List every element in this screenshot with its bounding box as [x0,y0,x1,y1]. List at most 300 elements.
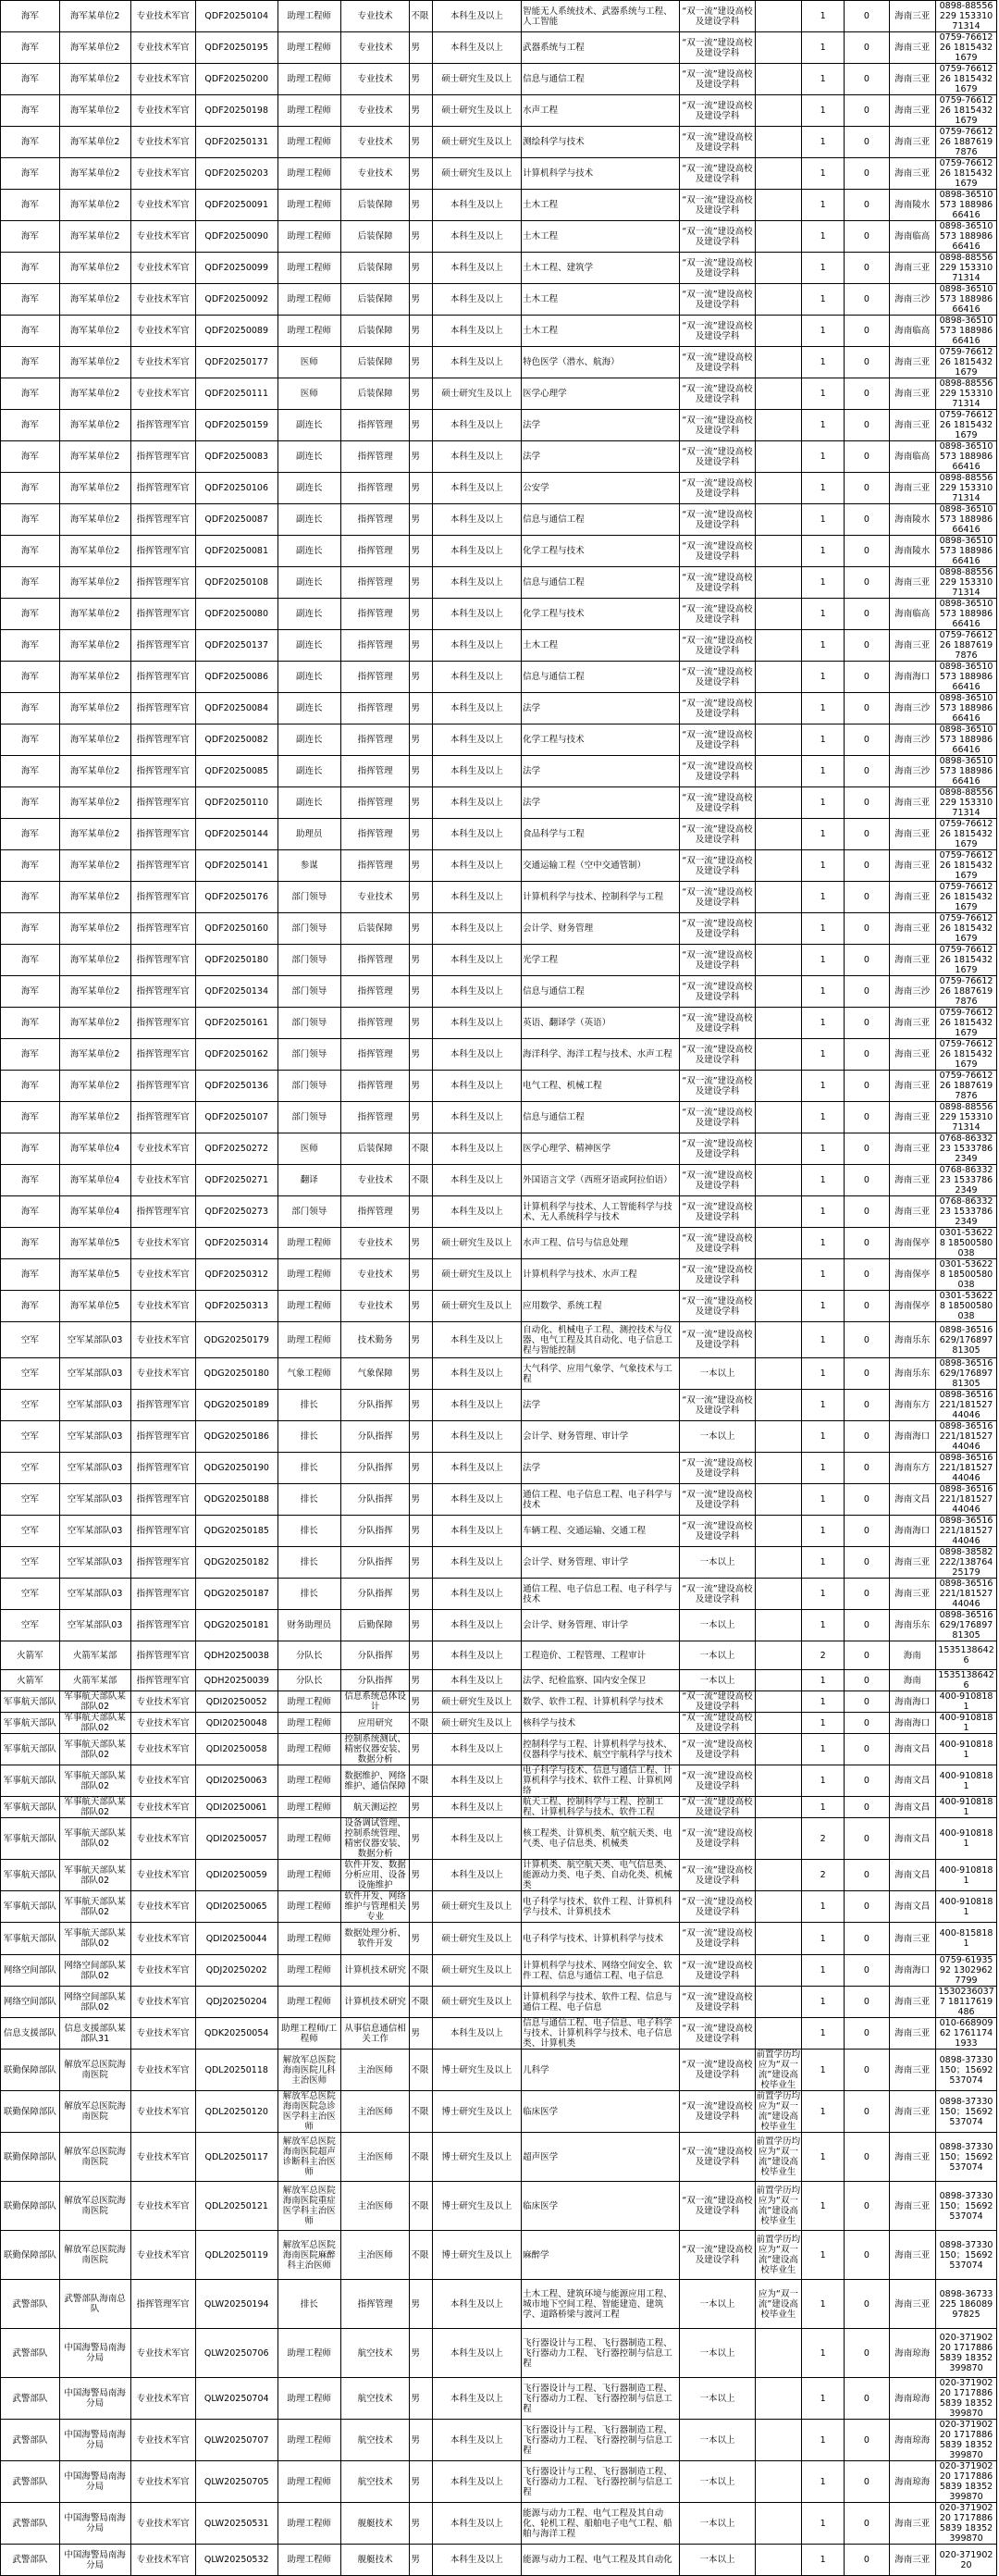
cell-school-requirement: “双一流”建设高校及建设学科 [680,1579,755,1610]
cell-contact: 15351386426 [936,1641,997,1670]
cell-contact: 0898-88556229 15331071314 [936,1,997,32]
cell-count: 1 [802,2329,845,2378]
cell-note [755,1,802,32]
table-row [1,2545,997,2576]
cell-location: 海南临高 [889,316,936,347]
table-row [1,127,997,158]
cell-contact: 0898-36510573 18898666416 [936,693,997,724]
cell-officer-type: 专业技术军官 [130,2050,195,2091]
cell-gender: 男 [410,724,432,756]
cell-gender: 男 [410,2461,432,2503]
cell-officer-type: 指挥管理军官 [130,599,195,630]
cell-service: 武警部队 [1,2545,60,2576]
cell-category: 航空技术 [340,2329,410,2378]
cell-contact: 0759-7661226 18154321679 [936,64,997,95]
cell-unit: 海军某单位2 [59,630,130,662]
cell-post: 助理工程师 [278,127,340,158]
cell-gender: 男 [410,819,432,850]
cell-officer-type: 指挥管理军官 [130,536,195,567]
cell-contact: 0759-7661226 18154321679 [936,1008,997,1039]
cell-school-requirement: “双一流”建设高校及建设学科 [680,221,755,253]
cell-gender: 男 [410,1641,432,1670]
cell-officer-type: 专业技术军官 [130,64,195,95]
cell-position-code: QDF20250099 [195,253,278,284]
cell-category: 指挥管理 [340,410,410,441]
cell-education: 本科生及以上 [432,536,522,567]
cell-gender: 男 [410,567,432,599]
cell-officer-type: 指挥管理军官 [130,1484,195,1516]
cell-service: 海军 [1,316,60,347]
table-row [1,32,997,64]
cell-other: 0 [845,2091,889,2133]
table-row [1,756,997,787]
cell-note [755,1008,802,1039]
cell-position-code: QDF20250131 [195,127,278,158]
cell-education: 本科生及以上 [432,819,522,850]
cell-other: 0 [845,347,889,378]
cell-gender: 男 [410,1228,432,1259]
cell-education: 硕士研究生及以上 [432,64,522,95]
cell-school-requirement: 一本以上 [680,2545,755,2576]
cell-unit: 海军某单位2 [59,127,130,158]
cell-count: 2 [802,1818,845,1860]
cell-education: 本科生及以上 [432,567,522,599]
cell-service: 海军 [1,473,60,504]
cell-post: 排长 [278,1453,340,1484]
cell-school-requirement: “双一流”建设高校及建设学科 [680,2133,755,2182]
cell-position-code: QDF20250084 [195,693,278,724]
cell-officer-type: 专业技术军官 [130,378,195,410]
cell-education: 硕士研究生及以上 [432,378,522,410]
cell-major: 土木工程、建筑学 [522,253,680,284]
cell-note [755,1039,802,1071]
cell-position-code: QDL20250120 [195,2091,278,2133]
cell-contact: 0759-7661226 18876197876 [936,1071,997,1102]
cell-position-code: QDF20250136 [195,1071,278,1102]
cell-count: 1 [802,1453,845,1484]
cell-position-code: QDF20250200 [195,64,278,95]
cell-category: 应用研究 [340,1713,410,1734]
cell-school-requirement: “双一流”建设高校及建设学科 [680,32,755,64]
table-row [1,2050,997,2091]
cell-other: 0 [845,127,889,158]
cell-officer-type: 专业技术军官 [130,2182,195,2231]
cell-major: 计算机科学与技术 [522,158,680,190]
cell-post: 医师 [278,347,340,378]
cell-service: 海军 [1,976,60,1008]
cell-major: 飞行器设计与工程、飞行器制造工程、飞行器动力工程、飞行器控制与信息工程 [522,2378,680,2420]
cell-service: 联勤保障部队 [1,2050,60,2091]
cell-contact: 0301-536228 18500580038 [936,1291,997,1322]
cell-count: 1 [802,1670,845,1691]
cell-unit: 空军某部队03 [59,1516,130,1547]
cell-service: 空军 [1,1453,60,1484]
cell-major: 信息与通信工程 [522,662,680,693]
cell-service: 网络空间部队 [1,1955,60,1987]
cell-school-requirement: “双一流”建设高校及建设学科 [680,976,755,1008]
cell-contact: 0898-37330150；15692537074 [936,2050,997,2091]
cell-count: 1 [802,850,845,882]
cell-other: 0 [845,1860,889,1891]
cell-other: 0 [845,1484,889,1516]
table-row [1,1516,997,1547]
cell-unit: 海军某单位2 [59,221,130,253]
cell-note [755,316,802,347]
cell-post: 参谋 [278,850,340,882]
cell-position-code: QLW20250704 [195,2378,278,2420]
cell-note [755,1259,802,1291]
cell-count: 1 [802,1259,845,1291]
cell-education: 硕士研究生及以上 [432,1691,522,1713]
cell-education: 本科生及以上 [432,2545,522,2576]
cell-unit: 空军某部队03 [59,1358,130,1390]
cell-post: 排长 [278,1421,340,1453]
cell-position-code: QLW20250194 [195,2280,278,2329]
cell-unit: 军事航天部队某部队02 [59,1765,130,1797]
cell-count: 1 [802,1071,845,1102]
cell-education: 本科生及以上 [432,2329,522,2378]
cell-contact: 0759-7661226 18876197876 [936,127,997,158]
cell-major: 信息与通信工程、电子信息、电子科学与技术、计算机科学与技术、电子信息类、计算机类 [522,2018,680,2050]
cell-note [755,1165,802,1196]
cell-post: 部门领导 [278,913,340,945]
cell-major: 交通运输工程（空中交通管制） [522,850,680,882]
cell-school-requirement: “双一流”建设高校及建设学科 [680,724,755,756]
cell-gender: 男 [410,127,432,158]
cell-education: 本科生及以上 [432,221,522,253]
cell-gender: 不限 [410,1,432,32]
cell-location: 海南临高 [889,221,936,253]
cell-major: 信息与通信工程 [522,567,680,599]
cell-officer-type: 指挥管理军官 [130,1196,195,1228]
cell-contact: 0898-36516221/18152744046 [936,1516,997,1547]
cell-count: 1 [802,976,845,1008]
cell-education: 本科生及以上 [432,504,522,536]
cell-unit: 空军某部队03 [59,1453,130,1484]
cell-gender: 男 [410,1923,432,1955]
cell-education: 本科生及以上 [432,1071,522,1102]
cell-count: 1 [802,1322,845,1358]
cell-category: 数据处理分析、软件开发 [340,1923,410,1955]
cell-officer-type: 专业技术军官 [130,2503,195,2545]
cell-post: 排长 [278,1484,340,1516]
cell-education: 本科生及以上 [432,441,522,473]
cell-gender: 男 [410,473,432,504]
cell-officer-type: 专业技术军官 [130,2461,195,2503]
cell-note [755,1133,802,1165]
cell-location: 海南海口 [889,662,936,693]
cell-education: 博士研究生及以上 [432,2050,522,2091]
cell-position-code: QDF20250313 [195,1291,278,1322]
cell-education: 硕士研究生及以上 [432,158,522,190]
cell-category: 指挥管理 [340,473,410,504]
cell-position-code: QDF20250159 [195,410,278,441]
cell-unit: 海军某单位2 [59,1071,130,1102]
cell-gender: 男 [410,1579,432,1610]
cell-position-code: QDI20250052 [195,1691,278,1713]
cell-category: 数据维护、网络维护、通信保障 [340,1765,410,1797]
cell-other: 0 [845,819,889,850]
cell-unit: 海军某单位2 [59,567,130,599]
cell-gender: 男 [410,1734,432,1765]
cell-contact: 0898-88556229 15331071314 [936,253,997,284]
cell-contact: 0898-36510573 18898666416 [936,662,997,693]
cell-contact: 0759-7661226 18154321679 [936,158,997,190]
cell-post: 助理工程师 [278,1322,340,1358]
cell-school-requirement: “双一流”建设高校及建设学科 [680,2231,755,2280]
cell-major: 应用数学、系统工程 [522,1291,680,1322]
cell-school-requirement: “双一流”建设高校及建设学科 [680,1,755,32]
cell-gender: 男 [410,253,432,284]
cell-category: 分队指挥 [340,1516,410,1547]
cell-unit: 海军某单位2 [59,1,130,32]
table-row [1,724,997,756]
cell-other: 0 [845,662,889,693]
cell-service: 空军 [1,1390,60,1421]
cell-other: 0 [845,1071,889,1102]
cell-location: 海南 [889,1641,936,1670]
table-row [1,787,997,819]
cell-unit: 海军某单位2 [59,64,130,95]
cell-other: 0 [845,284,889,316]
cell-count: 1 [802,221,845,253]
cell-location: 海南陵水 [889,190,936,221]
cell-officer-type: 专业技术军官 [130,1,195,32]
cell-category: 专业技术 [340,64,410,95]
cell-unit: 军事航天部队某部队02 [59,1860,130,1891]
cell-unit: 海军某单位2 [59,253,130,284]
cell-school-requirement: “双一流”建设高校及建设学科 [680,473,755,504]
cell-service: 海军 [1,536,60,567]
cell-contact: 0898-37330150；15692537074 [936,2133,997,2182]
cell-contact: 0898-36516629/17689781305 [936,1358,997,1390]
cell-category: 信息系统总体设计 [340,1691,410,1713]
cell-education: 本科生及以上 [432,1860,522,1891]
cell-service: 海军 [1,756,60,787]
cell-note [755,1765,802,1797]
cell-count: 1 [802,1196,845,1228]
table-row [1,2329,997,2378]
cell-unit: 海军某单位2 [59,787,130,819]
cell-other: 0 [845,2050,889,2091]
cell-officer-type: 专业技术军官 [130,1797,195,1818]
cell-unit: 海军某单位2 [59,504,130,536]
cell-count: 1 [802,32,845,64]
cell-unit: 网络空间部队某部队02 [59,1955,130,1987]
cell-category: 后装保障 [340,316,410,347]
cell-other: 0 [845,1196,889,1228]
cell-count: 1 [802,253,845,284]
cell-category: 主治医师 [340,2091,410,2133]
table-row [1,945,997,976]
cell-major: 信息与通信工程 [522,504,680,536]
cell-contact: 0898-36510573 18898666416 [936,190,997,221]
cell-post: 财务助理员 [278,1610,340,1641]
cell-education: 本科生及以上 [432,1102,522,1133]
cell-officer-type: 专业技术军官 [130,2420,195,2461]
cell-school-requirement: “双一流”建设高校及建设学科 [680,1818,755,1860]
cell-officer-type: 指挥管理军官 [130,473,195,504]
cell-category: 软件开发、网络维护与管理相关专业 [340,1891,410,1923]
cell-contact: 400-9108181 [936,1818,997,1860]
cell-note [755,1579,802,1610]
cell-position-code: QDG20250188 [195,1484,278,1516]
cell-contact: 0768-8633223 15337862349 [936,1196,997,1228]
cell-unit: 武警部队海南总队 [59,2280,130,2329]
cell-note [755,32,802,64]
cell-officer-type: 专业技术军官 [130,221,195,253]
cell-contact: 0898-36516629/17689781305 [936,1610,997,1641]
cell-officer-type: 专业技术军官 [130,316,195,347]
cell-education: 本科生及以上 [432,190,522,221]
table-row [1,2420,997,2461]
cell-service: 海军 [1,1228,60,1259]
cell-location: 海南三亚 [889,64,936,95]
cell-contact: 0898-36516629/17689781305 [936,1322,997,1358]
cell-category: 软件开发、数据分析应用、设备设施维护 [340,1860,410,1891]
cell-major: 武器系统与工程 [522,32,680,64]
cell-location: 海南文昌 [889,1860,936,1891]
cell-education: 本科生及以上 [432,1670,522,1691]
cell-service: 空军 [1,1547,60,1579]
cell-location: 海南三亚 [889,913,936,945]
cell-major: 会计学、财务管理、审计学 [522,1547,680,1579]
cell-other: 0 [845,1765,889,1797]
table-row [1,221,997,253]
cell-school-requirement: “双一流”建设高校及建设学科 [680,1516,755,1547]
cell-service: 海军 [1,1196,60,1228]
cell-category: 指挥管理 [340,756,410,787]
cell-count: 1 [802,1923,845,1955]
cell-school-requirement: 一本以上 [680,2280,755,2329]
cell-contact: 0898-36510573 18898666416 [936,536,997,567]
cell-officer-type: 专业技术军官 [130,253,195,284]
cell-other: 0 [845,473,889,504]
cell-major: 外国语言文学（西班牙语或阿拉伯语） [522,1165,680,1196]
cell-other: 0 [845,1165,889,1196]
cell-major: 土木工程、建筑环境与能源应用工程、城市地下空间工程、智能建造、建筑学、道路桥梁与渡河工程 [522,2280,680,2329]
cell-gender: 男 [410,2329,432,2378]
cell-contact: 15302360377 18117619486 [936,1987,997,2018]
cell-unit: 空军某部队03 [59,1322,130,1358]
cell-unit: 海军某单位2 [59,95,130,127]
cell-position-code: QDL20250118 [195,2050,278,2091]
cell-position-code: QDG20250187 [195,1579,278,1610]
cell-note [755,441,802,473]
cell-category: 后装保障 [340,253,410,284]
cell-note [755,787,802,819]
cell-school-requirement: “双一流”建设高校及建设学科 [680,1133,755,1165]
cell-gender: 男 [410,1891,432,1923]
cell-count: 1 [802,441,845,473]
cell-gender: 男 [410,882,432,913]
cell-education: 本科生及以上 [432,1579,522,1610]
cell-note [755,1987,802,2018]
cell-school-requirement: “双一流”建设高校及建设学科 [680,567,755,599]
cell-officer-type: 指挥管理军官 [130,1071,195,1102]
cell-education: 本科生及以上 [432,850,522,882]
cell-post: 助理工程师 [278,316,340,347]
cell-location: 海南琼海 [889,2461,936,2503]
cell-gender: 不限 [410,1987,432,2018]
cell-major: 法学 [522,1453,680,1484]
cell-other: 0 [845,1228,889,1259]
cell-note [755,1390,802,1421]
cell-post: 排长 [278,1579,340,1610]
cell-officer-type: 指挥管理军官 [130,567,195,599]
cell-education: 硕士研究生及以上 [432,1987,522,2018]
cell-contact: 0759-6193592 13029627799 [936,1955,997,1987]
cell-post: 副连长 [278,630,340,662]
cell-service: 海军 [1,945,60,976]
cell-officer-type: 指挥管理军官 [130,1579,195,1610]
cell-gender: 男 [410,1322,432,1358]
cell-service: 武警部队 [1,2378,60,2420]
cell-officer-type: 指挥管理军官 [130,1390,195,1421]
cell-location: 海南三亚 [889,1008,936,1039]
cell-post: 部门领导 [278,1039,340,1071]
cell-location: 海南三亚 [889,1165,936,1196]
cell-unit: 空军某部队03 [59,1390,130,1421]
table-row [1,1228,997,1259]
cell-unit: 海军某单位2 [59,473,130,504]
cell-major: 会计学、财务管理 [522,913,680,945]
cell-unit: 军事航天部队某部队02 [59,1818,130,1860]
cell-service: 海军 [1,630,60,662]
cell-unit: 军事航天部队某部队02 [59,1734,130,1765]
table-row [1,158,997,190]
cell-other: 0 [845,1,889,32]
cell-category: 专业技术 [340,1165,410,1196]
cell-unit: 海军某单位2 [59,882,130,913]
cell-major: 土木工程 [522,316,680,347]
cell-unit: 海军某单位2 [59,1039,130,1071]
cell-unit: 火箭军某部 [59,1670,130,1691]
cell-location: 海南海口 [889,1516,936,1547]
cell-school-requirement: 一本以上 [680,1547,755,1579]
table-row [1,1547,997,1579]
cell-major: 公安学 [522,473,680,504]
cell-location: 海南三亚 [889,2280,936,2329]
cell-location: 海南保亭 [889,1259,936,1291]
cell-position-code: QDF20250162 [195,1039,278,1071]
cell-service: 海军 [1,190,60,221]
cell-service: 海军 [1,32,60,64]
cell-count: 1 [802,1610,845,1641]
cell-school-requirement: “双一流”建设高校及建设学科 [680,1102,755,1133]
cell-other: 0 [845,1453,889,1484]
cell-service: 海军 [1,1039,60,1071]
cell-school-requirement: “双一流”建设高校及建设学科 [680,536,755,567]
cell-major: 通信工程、电子信息工程、电子科学与技术 [522,1579,680,1610]
cell-count: 1 [802,756,845,787]
cell-position-code: QDH20250039 [195,1670,278,1691]
cell-count: 1 [802,567,845,599]
cell-category: 指挥管理 [340,945,410,976]
cell-unit: 海军某单位2 [59,190,130,221]
cell-location: 海南东方 [889,1390,936,1421]
cell-school-requirement: 一本以上 [680,1641,755,1670]
cell-education: 本科生及以上 [432,1797,522,1818]
cell-other: 0 [845,2280,889,2329]
cell-post: 气象工程师 [278,1358,340,1390]
cell-other: 0 [845,316,889,347]
cell-category: 分队指挥 [340,1641,410,1670]
cell-category: 计算机技术研究 [340,1987,410,2018]
cell-other: 0 [845,1955,889,1987]
cell-education: 博士研究生及以上 [432,2182,522,2231]
cell-category: 舰艇技术 [340,2503,410,2545]
